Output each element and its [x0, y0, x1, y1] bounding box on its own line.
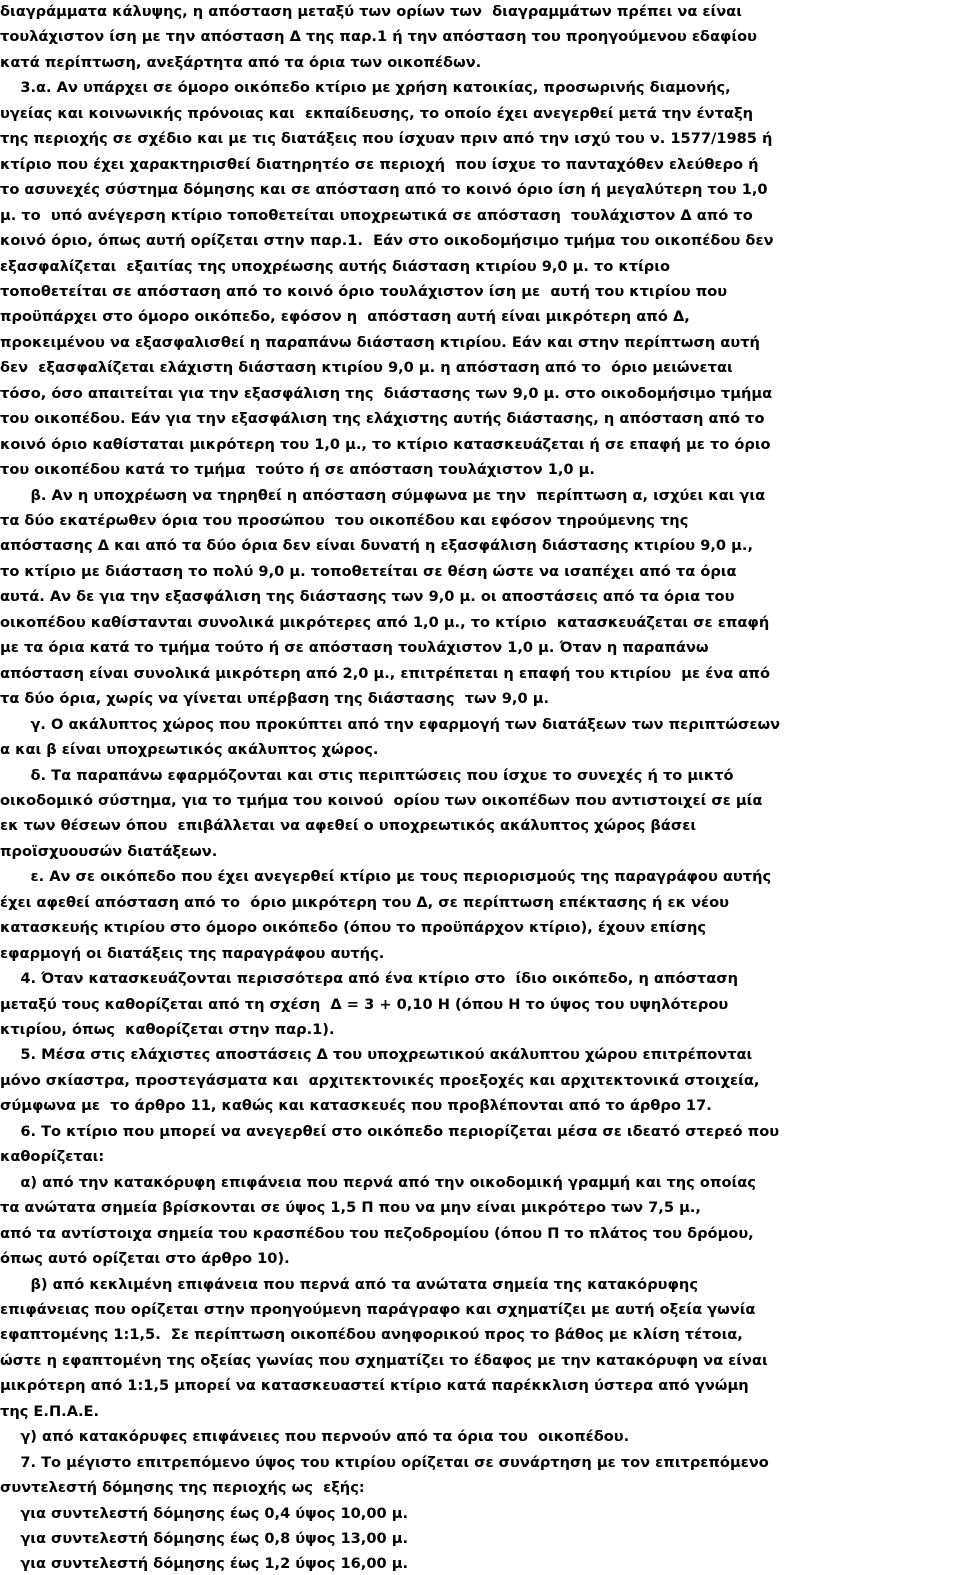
text-line: εφαπτομένης 1:1,5. Σε περίπτωση οικοπέδου ανηφορικού προς το βάθος με κλίση τέτοια,: [0, 1326, 743, 1344]
text-line: α και β είναι υποχρεωτικός ακάλυπτος χώρος.: [0, 741, 379, 759]
text-line: αυτά. Αν δε για την εξασφάλιση της διάστασης των 9,0 μ. οι αποστάσεις από τα όρια του: [0, 588, 735, 606]
text-line: οικοδομικό σύστημα, για το τμήμα του κοινού ορίου των οικοπέδων που αντιστοιχεί σε μία: [0, 791, 763, 809]
text-line: 7. Το μέγιστο επιτρεπόμενο ύψος του κτιρίου ορίζεται σε συνάρτηση με τον επιτρεπόμενο: [0, 1453, 769, 1471]
text-line: κοινό όριο, όπως αυτή ορίζεται στην παρ.1. Εάν στο οικοδομήσιμο τμήμα του οικοπέδου δεν: [0, 232, 774, 250]
text-line: από τα αντίστοιχα σημεία του κρασπέδου του πεζοδρομίου (όπου Π το πλάτος του δρόμου,: [0, 1224, 754, 1242]
text-line: ε. Αν σε οικόπεδο που έχει ανεγερθεί κτίριο με τους περιορισμούς της παραγράφου αυτής: [0, 868, 772, 886]
text-line: επιφάνειας που ορίζεται στην προηγούμενη παράγραφο και σχηματίζει με αυτή οξεία γωνία: [0, 1300, 756, 1318]
text-line: μεταξύ τους καθορίζεται από τη σχέση Δ = 3 + 0,10 Η (όπου Η το ύψος του υψηλότερου: [0, 995, 729, 1013]
text-line: το κτίριο με διάσταση το πολύ 9,0 μ. τοποθετείται σε θέση ώστε να ισαπέχει από τα όρια: [0, 562, 737, 580]
text-line: προκειμένου να εξασφαλισθεί η παραπάνω διάσταση κτιρίου. Εάν και στην περίπτωση αυτή: [0, 333, 760, 351]
text-line: εφαρμογή οι διατάξεις της παραγράφου αυτής.: [0, 944, 385, 962]
text-line: εξασφαλίζεται εξαιτίας της υποχρέωσης αυτής διάσταση κτιρίου 9,0 μ. το κτίριο: [0, 257, 670, 275]
text-line: διαγράμματα κάλυψης, η απόσταση μεταξύ των ορίων των διαγραμμάτων πρέπει να είναι: [0, 3, 742, 20]
text-line: τα δύο εκατέρωθεν όρια του προσώπου του οικοπέδου και εφόσον τηρούμενης της: [0, 512, 689, 529]
text-line: καθορίζεται:: [0, 1148, 105, 1166]
text-line: για συντελεστή δόμησης έως 0,4 ύψος 10,00 μ.: [0, 1504, 409, 1522]
text-line: για συντελεστή δόμησης έως 1,2 ύψος 16,00 μ.: [0, 1555, 409, 1573]
text-line: β. Αν η υποχρέωση να τηρηθεί η απόσταση σύμφωνα με την περίπτωση α, ισχύει και για: [0, 486, 766, 504]
text-line: τοποθετείται σε απόσταση από το κοινό όριο τουλάχιστον ίση με αυτή του κτιρίου που: [0, 282, 728, 300]
text-line: β) από κεκλιμένη επιφάνεια που περνά από τα ανώτατα σημεία της κατακόρυφης: [0, 1275, 698, 1293]
text-line: γ. Ο ακάλυπτος χώρος που προκύπτει από την εφαρμογή των διατάξεων των περιπτώσεων: [0, 715, 781, 733]
text-line: μικρότερη από 1:1,5 μπορεί να κατασκευαστεί κτίριο κατά παρέκκλιση ύστερα από γνώμη: [0, 1377, 749, 1395]
text-line: μ. το υπό ανέγερση κτίριο τοποθετείται υποχρεωτικά σε απόσταση τουλάχιστον Δ από το: [0, 206, 753, 224]
text-line: γ) από κατακόρυφες επιφάνειες που περνούν από τα όρια του οικοπέδου.: [0, 1428, 630, 1446]
text-line: κτίριο που έχει χαρακτηρισθεί διατηρητέο σε περιοχή που ίσχυε το πανταχόθεν ελεύθερο ή: [0, 155, 759, 173]
text-line: της περιοχής σε σχέδιο και με τις διατάξεις που ίσχυαν πριν από την ισχύ του ν. 1577/1985 ή: [0, 130, 773, 148]
text-line: κατά περίπτωση, ανεξάρτητα από τα όρια των οικοπέδων.: [0, 53, 482, 71]
text-line: τα δύο όρια, χωρίς να γίνεται υπέρβαση της διάστασης των 9,0 μ.: [0, 690, 549, 708]
text-line: οικοπέδου καθίστανται συνολικά μικρότερες από 1,0 μ., το κτίριο κατασκευάζεται σε επαφή: [0, 613, 770, 631]
text-line: 3.α. Αν υπάρχει σε όμορο οικόπεδο κτίριο με χρήση κατοικίας, προσωρινής διαμονής,: [0, 79, 731, 97]
text-line: μόνο σκίαστρα, προστεγάσματα και αρχιτεκτονικές προεξοχές και αρχιτεκτονικά στοιχεία,: [0, 1071, 760, 1089]
text-line: απόσταση είναι συνολικά μικρότερη από 2,0 μ., επιτρέπεται η επαφή του κτιρίου με ένα από: [0, 664, 770, 682]
text-line: δ. Τα παραπάνω εφαρμόζονται και στις περιπτώσεις που ίσχυε το συνεχές ή το μικτό: [0, 766, 734, 784]
text-line: όπως αυτό ορίζεται στο άρθρο 10).: [0, 1250, 290, 1268]
text-line: προϋπάρχει στο όμορο οικόπεδο, εφόσον η απόσταση αυτή είναι μικρότερη από Δ,: [0, 308, 690, 326]
text-line: προϊσχυουσών διατάξεων.: [0, 842, 218, 860]
text-line: κτιρίου, όπως καθορίζεται στην παρ.1).: [0, 1021, 335, 1038]
text-line: δεν εξασφαλίζεται ελάχιστη διάσταση κτιρίου 9,0 μ. η απόσταση από το όριο μειώνεται: [0, 359, 733, 377]
text-line: σύμφωνα με το άρθρο 11, καθώς και κατασκευές που προβλέπονται από το άρθρο 17.: [0, 1097, 712, 1115]
text-line: κοινό όριο καθίσταται μικρότερη του 1,0 μ., το κτίριο κατασκευάζεται ή σε επαφή με το όριο: [0, 435, 771, 453]
text-line: υγείας και κοινωνικής πρόνοιας και εκπαίδευσης, το οποίο έχει ανεγερθεί μετά την ένταξη: [0, 104, 753, 122]
text-line: του οικοπέδου. Εάν για την εξασφάλιση της ελάχιστης αυτής διάστασης, η απόσταση από το: [0, 410, 765, 428]
text-line: έχει αφεθεί απόσταση από το όριο μικρότερη του Δ, σε περίπτωση επέκτασης ή εκ νέου: [0, 893, 730, 911]
text-line: με τα όρια κατά το τμήμα τούτο ή σε απόσταση τουλάχιστον 1,0 μ. Όταν η παραπάνω: [0, 639, 709, 657]
text-line: 4. Όταν κατασκευάζονται περισσότερα από ένα κτίριο στο ίδιο οικόπεδο, η απόσταση: [0, 970, 738, 988]
text-line: α) από την κατακόρυφη επιφάνεια που περνά από την οικοδομική γραμμή και της οποίας: [0, 1173, 756, 1191]
text-line: για συντελεστή δόμησης έως 0,8 ύψος 13,00 μ.: [0, 1530, 409, 1547]
text-line: κατασκευής κτιρίου στο όμορο οικόπεδο (όπου το προϋπάρχον κτίριο), έχουν επίσης: [0, 919, 707, 937]
text-line: του οικοπέδου κατά το τμήμα τούτο ή σε απόσταση τουλάχιστον 1,0 μ.: [0, 461, 595, 479]
text-line: τόσο, όσο απαιτείται για την εξασφάλιση της διάστασης των 9,0 μ. στο οικοδομήσιμο τμήμα: [0, 384, 773, 402]
text-line: 6. Το κτίριο που μπορεί να ανεγερθεί στο οικόπεδο περιορίζεται μέσα σε ιδεατό στερεό που: [0, 1122, 780, 1140]
text-line: συντελεστή δόμησης της περιοχής ως εξής:: [0, 1479, 365, 1497]
text-line: 5. Μέσα στις ελάχιστες αποστάσεις Δ του υποχρεωτικού ακάλυπτου χώρου επιτρέπονται: [0, 1046, 753, 1064]
text-line: εκ των θέσεων όπου επιβάλλεται να αφεθεί ο υποχρεωτικός ακάλυπτος χώρος βάσει: [0, 817, 697, 835]
text-line: τουλάχιστον ίση με την απόσταση Δ της παρ.1 ή την απόσταση του προηγούμενου εδαφίου: [0, 28, 757, 46]
text-line: απόστασης Δ και από τα δύο όρια δεν είναι δυνατή η εξασφάλιση διάστασης κτιρίου 9,0 μ.,: [0, 537, 753, 555]
text-line: ώστε η εφαπτομένη της οξείας γωνίας που σχηματίζει το έδαφος με την κατακόρυφη να είναι: [0, 1351, 768, 1369]
text-line: της Ε.Π.Α.Ε.: [0, 1402, 100, 1420]
text-line: τα ανώτατα σημεία βρίσκονται σε ύψος 1,5 Π που να μην είναι μικρότερο των 7,5 μ.,: [0, 1199, 701, 1217]
text-line: το ασυνεχές σύστημα δόμησης και σε απόσταση από το κοινό όριο ίση ή μεγαλύτερη του 1,0: [0, 181, 768, 199]
